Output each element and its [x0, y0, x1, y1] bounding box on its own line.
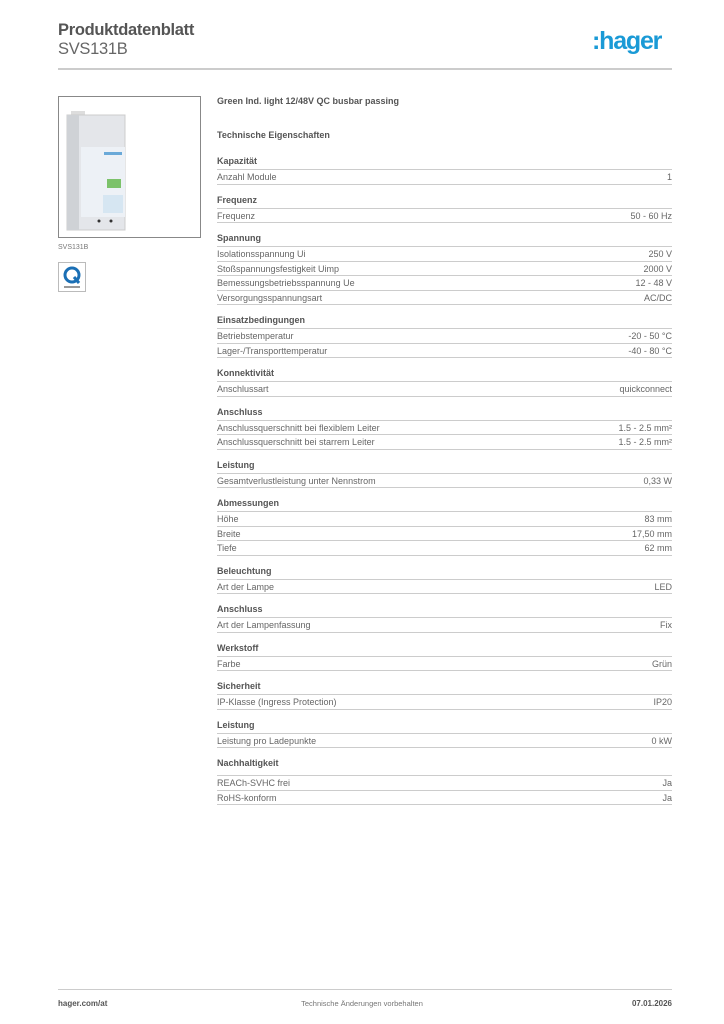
property-label: Versorgungsspannungsart [217, 292, 323, 303]
property-row [217, 170, 672, 185]
property-label: Anschlussquerschnitt bei flexiblem Leiter [217, 422, 380, 433]
footer-notice: Technische Änderungen vorbehalten [301, 999, 423, 1008]
property-value: LED [654, 581, 672, 592]
property-value: 83 mm [644, 514, 672, 524]
property-label: Stoßspannungsfestigkeit Uimp [217, 263, 340, 274]
product-code: SVS131B [58, 40, 128, 58]
property-row [217, 657, 672, 672]
property-label: Anschlussquerschnitt bei starrem Leiter [217, 437, 375, 447]
property-row [217, 382, 672, 397]
property-label: Gesamtverlustleistung unter Nennstrom [217, 475, 376, 486]
property-value: 0,33 W [643, 475, 672, 486]
page-title: Produktdatenblatt [58, 21, 195, 39]
property-label: Frequenz [217, 210, 256, 221]
property-label: Farbe [217, 658, 241, 669]
section-title: Kapazität [217, 155, 672, 170]
property-value: quickconnect [619, 384, 672, 394]
property-row [217, 527, 672, 542]
property-section [217, 459, 672, 489]
property-section [217, 155, 672, 185]
property-value: Ja [662, 778, 672, 788]
property-value: 1.5 - 2.5 mm² [618, 422, 672, 433]
property-value: 1.5 - 2.5 mm² [618, 437, 672, 447]
property-row [217, 435, 672, 450]
property-section [217, 680, 672, 710]
quickconnect-badge [58, 262, 86, 292]
property-row [217, 618, 672, 633]
property-row [217, 291, 672, 306]
property-row [217, 734, 672, 749]
properties-table [217, 155, 672, 814]
property-section [217, 314, 672, 358]
property-value: 1 [666, 172, 672, 182]
hager-logo: :hager [592, 27, 662, 55]
section-title: Beleuchtung [217, 565, 672, 580]
property-row [217, 474, 672, 489]
property-row [217, 276, 672, 291]
property-section [217, 757, 672, 805]
section-title: Abmessungen [217, 497, 672, 512]
property-section [217, 719, 672, 749]
properties-title: Technische Eigenschaften [217, 130, 330, 140]
section-title: Spannung [217, 232, 672, 247]
property-label: Leistung pro Ladepunkte [217, 735, 317, 746]
property-label: Isolationsspannung Ui [217, 249, 306, 259]
property-label: Art der Lampenfassung [217, 620, 311, 630]
property-row [217, 344, 672, 359]
property-row [217, 421, 672, 436]
section-title: Frequenz [217, 194, 672, 209]
property-label: Höhe [217, 514, 239, 524]
property-row [217, 329, 672, 344]
property-value: IP20 [653, 697, 672, 707]
section-title: Leistung [217, 459, 672, 474]
property-label: Tiefe [217, 543, 237, 553]
property-label: Anzahl Module [217, 172, 277, 182]
property-section [217, 565, 672, 595]
property-label: Art der Lampe [217, 581, 275, 592]
property-section [217, 194, 672, 224]
property-label: Anschlussart [217, 384, 269, 394]
footer-date: 07.01.2026 [631, 999, 672, 1008]
property-value: 12 - 48 V [635, 278, 672, 288]
property-row [217, 247, 672, 262]
property-value: Ja [662, 792, 672, 803]
property-label: Breite [217, 528, 241, 539]
property-value: 62 mm [644, 543, 672, 553]
section-title: Werkstoff [217, 642, 672, 657]
header-divider [58, 68, 672, 70]
property-row [217, 541, 672, 556]
property-label: Lager-/Transporttemperatur [217, 345, 328, 356]
property-value: Fix [660, 620, 672, 630]
property-section [217, 406, 672, 450]
image-caption: SVS131B [58, 244, 89, 251]
property-row [217, 791, 672, 806]
section-title: Nachhaltigkeit [217, 757, 672, 776]
property-section [217, 642, 672, 672]
property-row [217, 695, 672, 710]
section-title: Anschluss [217, 603, 672, 618]
section-title: Anschluss [217, 406, 672, 421]
property-label: Bemessungsbetriebsspannung Ue [217, 278, 355, 288]
property-value: 250 V [648, 249, 672, 259]
property-section [217, 367, 672, 397]
property-section [217, 232, 672, 305]
property-label: REACh-SVHC frei [217, 778, 291, 788]
property-value: Grün [651, 658, 672, 669]
property-section [217, 497, 672, 556]
property-row [217, 262, 672, 277]
section-title: Einsatzbedingungen [217, 314, 672, 329]
footer-website: hager.com/at [58, 999, 108, 1008]
property-value: AC/DC [643, 292, 672, 303]
property-row [217, 580, 672, 595]
property-value: 2000 V [643, 263, 672, 274]
section-title: Sicherheit [217, 680, 672, 695]
property-value: 0 kW [651, 735, 672, 746]
property-value: -40 - 80 °C [628, 345, 672, 356]
section-title: Leistung [217, 719, 672, 734]
property-section [217, 603, 672, 633]
product-description: Green Ind. light 12/48V QC busbar passing [217, 96, 400, 106]
property-row [217, 512, 672, 527]
footer-divider [58, 989, 672, 990]
property-row [217, 776, 672, 791]
property-label: RoHS-konform [217, 792, 277, 803]
property-label: Betriebstemperatur [217, 331, 294, 341]
property-value: -20 - 50 °C [628, 331, 672, 341]
product-image [58, 96, 201, 238]
property-value: 50 - 60 Hz [630, 210, 672, 221]
property-row [217, 209, 672, 224]
property-value: 17,50 mm [631, 528, 672, 539]
section-title: Konnektivität [217, 367, 672, 382]
property-label: IP-Klasse (Ingress Protection) [217, 697, 337, 707]
